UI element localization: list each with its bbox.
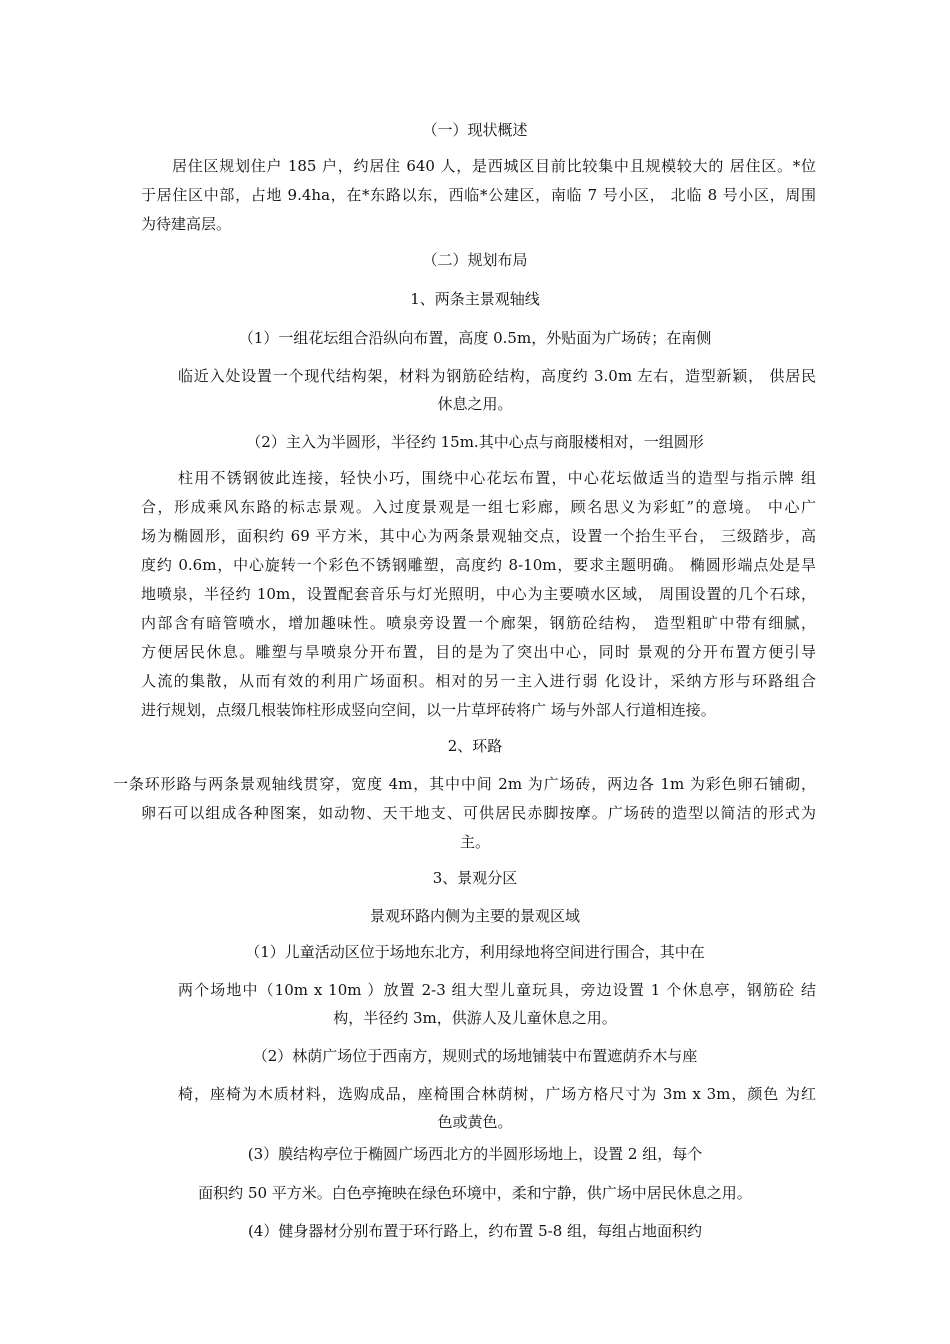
item-line: 临近入处设置一个现代结构架，材料为钢筋砼结构，高度约 3.0m 左右，造型新颖， 供居民	[178, 367, 816, 385]
item-line: 面积约 50 平方米。白色亭掩映在绿色环境中，柔和宁静，供广场中居民休息之用。	[198, 1184, 752, 1202]
item-line: （2）林荫广场位于西南方，规则式的场地铺装中布置遮荫乔木与座	[252, 1047, 698, 1065]
item-line: 休息之用。	[437, 395, 513, 413]
paragraph-line: 居住区规划住户 185 户，约居住 640 人，是西城区目前比较集中且规模较大的 居住区。*位	[172, 157, 816, 175]
paragraph-line: 进行规划，点缀几根装饰柱形成竖向空间，以一片草坪砖将广 场与外部人行道相连接。	[141, 701, 716, 719]
subheading-ring-road: 2、环路	[447, 737, 503, 755]
item-line: （1）儿童活动区位于场地东北方，利用绿地将空间进行围合，其中在	[245, 943, 705, 961]
subheading-zones: 3、景观分区	[432, 869, 518, 887]
paragraph-line: 方便居民休息。雕塑与旱喷泉分开布置，目的是为了突出中心，同时 景观的分开布置方便引导	[141, 643, 816, 661]
section-1-heading: （一）现状概述	[422, 121, 528, 139]
section-2-heading: （二）规划布局	[422, 251, 528, 269]
paragraph-line: 地喷泉，半径约 10m，设置配套音乐与灯光照明，中心为主要喷水区域， 周围设置的几个石球，	[141, 585, 816, 603]
paragraph-line: 内部含有暗管喷水，增加趣味性。喷泉旁设置一个廊架，钢筋砼结构， 造型粗旷中带有细腻，	[141, 614, 816, 632]
item-line: 构，半径约 3m，供游人及儿童休息之用。	[333, 1009, 617, 1027]
item-line: （2）主入为半圆形，半径约 15m.其中心点与商服楼相对，一组圆形	[246, 433, 704, 451]
paragraph-line: 于居住区中部，占地 9.4ha，在*东路以东，西临*公建区，南临 7 号小区， 北临 8 号小区，周围	[141, 186, 816, 204]
paragraph-line: 一条环形路与两条景观轴线贯穿，宽度 4m，其中中间 2m 为广场砖，两边各 1m 为彩色卵石铺砌，	[113, 775, 816, 793]
paragraph-line: 卵石可以组成各种图案，如动物、天干地支、可供居民赤脚按摩。广场砖的造型以简洁的形式为	[141, 804, 816, 822]
item-line: (4）健身器材分别布置于环行路上，约布置 5-8 组，每组占地面积约	[247, 1222, 703, 1240]
zone-intro: 景观环路内侧为主要的景观区域	[369, 907, 580, 925]
item-line: 两个场地中（10m x 10m ）放置 2-3 组大型儿童玩具，旁边设置 1 个休息亭，钢筋砼 结	[178, 981, 816, 999]
paragraph-line: 柱用不锈钢彼此连接，轻快小巧，围绕中心花坛布置，中心花坛做适当的造型与指示牌 组	[178, 469, 816, 487]
paragraph-line: 主。	[459, 833, 490, 851]
paragraph-line: 度约 0.6m，中心旋转一个彩色不锈钢雕塑，高度约 8-10m，要求主题明确。 椭圆形端点处是旱	[141, 556, 816, 574]
item-line: 椅，座椅为木质材料，选购成品，座椅围合林荫树，广场方格尺寸为 3m x 3m，颜色 为红	[178, 1085, 816, 1103]
paragraph-line: 为待建高层。	[141, 215, 232, 233]
item-line: 色或黄色。	[437, 1113, 513, 1131]
item-line: （1）一组花坛组合沿纵向布置，高度 0.5m，外贴面为广场砖；在南侧	[238, 329, 712, 347]
item-line: (3）膜结构亭位于椭圆广场西北方的半圆形场地上，设置 2 组，每个	[247, 1145, 703, 1163]
paragraph-line: 场为椭圆形，面积约 69 平方米，其中心为两条景观轴交点，设置一个抬生平台， 三级踏步，高	[141, 527, 816, 545]
paragraph-line: 人流的集散，从而有效的利用广场面积。相对的另一主入进行弱 化设计，采纳方形与环路组合	[141, 672, 816, 690]
subheading-axes: 1、两条主景观轴线	[410, 290, 540, 308]
paragraph-line: 合，形成乘风东路的标志景观。入过度景观是一组七彩廊，顾名思义为彩虹”的意境。 中心广	[141, 498, 816, 516]
